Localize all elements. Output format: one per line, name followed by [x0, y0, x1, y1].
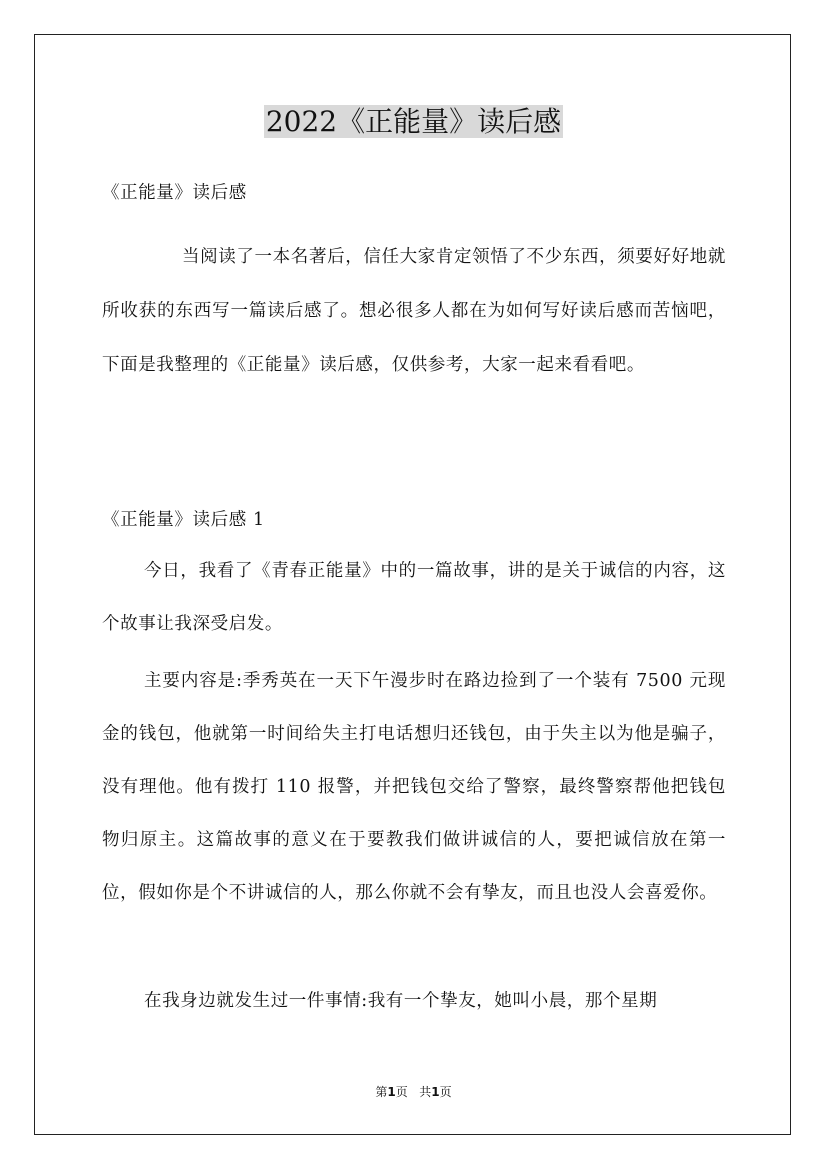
footer-total-suffix: 页: [439, 1085, 452, 1099]
section-heading: 《正能量》读后感 1: [102, 510, 265, 530]
footer-page-number: 1: [387, 1085, 396, 1099]
footer-page-suffix: 页: [395, 1085, 408, 1099]
footer-page-prefix: 第: [375, 1085, 388, 1099]
document-subtitle: 《正能量》读后感: [102, 183, 247, 203]
footer-total-prefix: 共: [419, 1085, 432, 1099]
body-paragraph-1: 今日，我看了《青春正能量》中的一篇故事，讲的是关于诚信的内容，这个故事让我深受启发。: [102, 561, 726, 634]
body-paragraph-2: 主要内容是:季秀英在一天下午漫步时在路边捡到了一个装有 7500 元现金的钱包，他就第一时间给失主打电话想归还钱包，由于失主以为他是骗子，没有理他。他有拨打 110 报警，并把钱包交给了警察，最终警察帮他把钱包物归原主。这篇故事的意义在于要教我们做讲诚信的人，要把诚信放在第一位，假如你是个不讲诚信的人，那么你就不会有挚友，而且也没人会喜爱你。: [102, 671, 726, 903]
document-title-text: 2022《正能量》读后感: [265, 105, 562, 138]
footer-total-number: 1: [431, 1085, 440, 1099]
document-title: [0, 100, 827, 144]
page-footer: [0, 1084, 827, 1100]
intro-paragraph: 当阅读了一本名著后，信任大家肯定领悟了不少东西，须要好好地就所收获的东西写一篇读后感了。想必很多人都在为如何写好读后感而苦恼吧，下面是我整理的《正能量》读后感，仅供参考，大家一起来看看吧。: [102, 247, 726, 375]
body-paragraph-3: 在我身边就发生过一件事情:我有一个挚友，她叫小晨，那个星期: [144, 991, 658, 1011]
